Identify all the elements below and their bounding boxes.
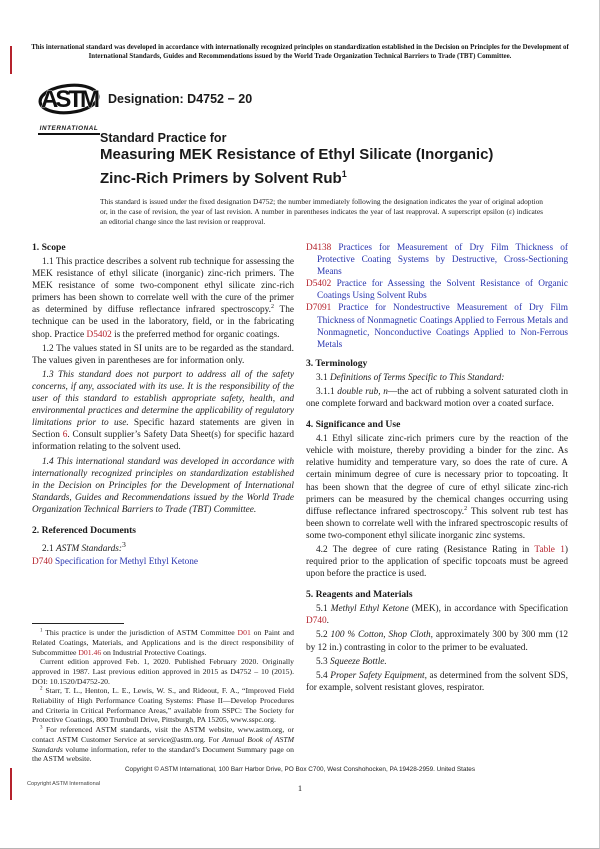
issue-note: This standard is issued under the fixed designation D4752; the number immediately following the designation indicates the year of original adoption or, in the case of revision, the year of last revision. A number in parentheses indicates the year of last reapproval. A superscript epsilon (ε) indicates an editorial change since the last revision or reapproval. xyxy=(100,197,543,226)
para-4-1-text: 4.1 Ethyl silicate zinc-rich primers cure by the reaction of the vehicle with moisture, thereby providing a binder for the zinc. As relative humidity and temperature vary, so does the rate of cure. A certain minimum degree of cure is necessary prior to topcoating. It has been shown that the degree of cure of ethyl silicate zinc-rich primers can be measured by the chemical changes occurring using diffuse reflectance infrared spectroscopy. xyxy=(306,434,568,517)
link-table-1[interactable]: Table 1 xyxy=(534,544,565,555)
wto-tbt-notice: This international standard was developed in accordance with internationally recognized principles on standardization established in the Decision on Principles for the Development of International Standards, Guides and Recommendations issued by the World Trade Organization Technical Barriers to Trade (TBT) Committee. xyxy=(31,44,569,60)
para-5-1-text: . xyxy=(326,616,329,627)
footer-copyright-line: Copyright © ASTM International, 100 Barr Harbor Drive, PO Box C700, West Conshohocken, PA 19428-2959. United States xyxy=(124,766,476,773)
para-5-2-number: 5.2 xyxy=(316,630,331,641)
footnote-1-text: on Paint and Related Coatings, Materials, and Applications and is the direct responsibility of Subcommittee xyxy=(32,628,294,657)
reference-item-d740 xyxy=(32,556,294,568)
footnote-1-text: This practice is under the jurisdiction of ASTM Committee xyxy=(42,628,238,638)
para-3-1-number: 3.1 xyxy=(316,372,330,383)
para-5-3 xyxy=(306,656,568,668)
para-1-3-text: . Consult supplier’s Safety Data Sheet(s) for specific hazard information relating to the solvent used. xyxy=(32,430,294,453)
revision-change-bar-top xyxy=(10,46,12,74)
para-2-1 xyxy=(32,539,294,555)
title-kicker: Standard Practice for xyxy=(100,131,227,145)
reference-item-d4138 xyxy=(306,242,568,278)
title-footnote-ref[interactable]: 1 xyxy=(341,168,347,179)
section-4-heading: 4. Significance and Use xyxy=(306,419,401,431)
link-d5402-ref[interactable]: D5402 xyxy=(306,279,332,290)
reagent-mek: Methyl Ethyl Ketone xyxy=(330,604,409,615)
para-3-1-1-number: 3.1.1 xyxy=(316,386,338,397)
para-4-1-text: This solvent rub test has been shown to correlate well with the infrared spectroscopic results of some two-component ethyl silicate inorganic zinc systems. xyxy=(306,506,568,541)
footnote-2-text: Starr, T. L., Henton, L. E., Lewis, W. S., and Rideout, F. A., “Improved Field Reliability of High Performance Coating Systems: Phase II—Develop Procedures and Criteria in Critical Performance Areas,” available from SSPC: The Society for Protective Coatings, 800 Trumbull Drive, Pittsburgh, PA 15205, www.sspc.org. xyxy=(32,686,294,725)
para-4-2-text: 4.2 The degree of cure rating (Resistance Rating in xyxy=(316,544,535,555)
astm-logo-mark xyxy=(38,80,100,122)
para-5-4 xyxy=(306,670,568,694)
para-1-4: 1.4 This international standard was developed in accordance with internationally recognized principles on standardization established in the Decision on Principles for the Development of International Standards, Guides and Recommendations issued by the World Trade Organization Technical Barriers to Trade (TBT) Committee. xyxy=(32,456,294,515)
link-d7091[interactable]: D7091 xyxy=(306,303,332,314)
link-d740[interactable]: D740 xyxy=(32,557,53,568)
reference-item-d5402 xyxy=(306,278,568,302)
section-1-heading: 1. Scope xyxy=(32,242,66,253)
body-columns xyxy=(32,242,568,764)
para-5-3-number: 5.3 xyxy=(316,656,330,667)
para-5-1-text: (MEK), in accordance with Specification xyxy=(408,604,568,615)
para-1-3 xyxy=(32,369,294,454)
footnote-ref-3[interactable]: 3 xyxy=(121,539,126,549)
para-3-1-1-text: —the act of rubbing a solvent saturated cloth in one complete forward and backward motion over a coated surface. xyxy=(306,386,568,410)
reagent-squeeze-bottle: Squeeze Bottle. xyxy=(329,656,387,667)
footnote-3-marker: 3 xyxy=(40,725,43,731)
page-title-line-2: Zinc-Rich Primers by Solvent Rub$^1$ xyxy=(100,168,347,187)
para-3-1-1 xyxy=(306,386,568,410)
reference-title-d740[interactable]: Specification for Methyl Ethyl Ketone xyxy=(52,557,199,568)
reference-title-d7091[interactable]: Practice for Nondestructive Measurement of Dry Film Thickness of Nonmagnetic Coatings Applied to Ferrous Metals and Nonmagnetic, Nonconductive Coatings Applied to Non-Ferrous Metals xyxy=(317,303,568,350)
para-5-1 xyxy=(306,603,568,627)
link-section-6[interactable]: 6 xyxy=(62,430,68,441)
footnote-2 xyxy=(32,686,294,725)
section-2-heading: 2. Referenced Documents xyxy=(32,524,136,536)
para-4-2-text: ) required prior to the application of specific topcoats must be agreed upon before the practice is used. xyxy=(306,544,568,580)
footer-copyright-small: Copyright ASTM International xyxy=(27,781,101,787)
link-d740-spec[interactable]: D740 xyxy=(306,616,327,627)
para-1-1-text: is the preferred method for organic coatings. xyxy=(111,329,280,340)
footnote-3-book-title: Annual Book of ASTM Standards xyxy=(32,734,294,754)
astm-logo xyxy=(38,80,100,135)
footnote-3-text: volume information, refer to the standard’s Document Summary page on the ASTM website. xyxy=(32,744,294,764)
section-3-heading: 3. Terminology xyxy=(306,357,368,369)
reference-item-d7091 xyxy=(306,302,568,350)
para-2-1-label: ASTM Standards: xyxy=(55,544,122,555)
reference-title-d4138[interactable]: Practices for Measurement of Dry Film Thickness of Protective Coating Systems by Destructive, Cross-Sectioning Means xyxy=(317,243,568,278)
para-1-3-text: Specific hazard statements are given in Section xyxy=(32,418,294,441)
designation: Designation: D4752 − 20 xyxy=(108,92,253,106)
footnote-3 xyxy=(32,725,294,764)
footnote-1-edition: Current edition approved Feb. 1, 2020. Published February 2020. Originally approved in 1987. Last previous edition approved in 2015 as D4752 – 10 (2015). DOI: 10.1520/D4752-20. xyxy=(32,657,294,686)
para-4-2 xyxy=(306,544,568,580)
para-1-2: 1.2 The values stated in SI units are to be regarded as the standard. The values given in parentheses are for information only. xyxy=(32,343,294,366)
footnotes-block xyxy=(32,623,294,764)
para-4-1 xyxy=(306,433,568,542)
reagent-safety-equipment: Proper Safety Equipment, xyxy=(330,670,427,681)
left-column xyxy=(32,242,294,764)
footnote-ref-2[interactable]: 2 xyxy=(271,304,275,311)
title-block xyxy=(100,131,562,188)
para-5-2 xyxy=(306,629,568,653)
link-d5402[interactable]: D5402 xyxy=(86,329,112,340)
reference-title-d5402[interactable]: Practice for Assessing the Solvent Resistance of Organic Coatings Using Solvent Rubs xyxy=(317,279,568,302)
para-1-1-text: The technique can be used in the laboratory, field, or in the fabricating shop. Practice xyxy=(32,305,294,340)
footnote-separator xyxy=(32,623,124,624)
reagent-cotton-cloth: 100 % Cotton, Shop Cloth, xyxy=(330,630,433,641)
link-committee-d01[interactable]: D01 xyxy=(237,628,251,638)
para-3-1-label: Definitions of Terms Specific to This Standard: xyxy=(329,372,505,383)
page-number: 1 xyxy=(297,783,303,793)
section-5-heading: 5. Reagents and Materials xyxy=(306,589,413,601)
para-1-1-text: 1.1 This practice describes a solvent rub technique for assessing the MEK resistance of ethyl silicate (inorganic) zinc-rich primers. The MEK resistance of some two-component ethyl silicate zinc-rich primers has been shown to correlate well with the cure of the primer as determined by diffuse reflectance infrared spectroscopy. xyxy=(32,257,294,316)
para-2-1-number: 2.1 xyxy=(42,544,56,555)
footnote-1-text: on Industrial Protective Coatings. xyxy=(101,647,207,657)
astm-logo-subtitle: INTERNATIONAL xyxy=(39,125,99,132)
right-column xyxy=(306,242,568,764)
astm-logo-text: ASTM xyxy=(41,86,97,113)
astm-logo-rule xyxy=(38,133,100,135)
footnote-ref-2b[interactable]: 2 xyxy=(464,505,468,512)
link-subcommittee-d01-46[interactable]: D01.46 xyxy=(78,647,102,657)
para-5-4-number: 5.4 xyxy=(316,670,331,681)
footnote-1-marker: 1 xyxy=(40,628,43,634)
page-title-line-1: Measuring MEK Resistance of Ethyl Silicate (Inorganic) xyxy=(100,146,494,163)
para-5-1-number: 5.1 xyxy=(316,604,331,615)
para-5-2-text: approximately 300 by 300 mm (12 by 12 in.) contrasting in color to the primer to be evaluated. xyxy=(306,630,569,653)
footnote-1 xyxy=(32,628,294,657)
footnote-2-marker: 2 xyxy=(40,686,43,692)
footnote-3-text: For referenced ASTM standards, visit the ASTM website, www.astm.org, or contact ASTM Customer Service at service@astm.org. For xyxy=(32,725,294,744)
link-d4138[interactable]: D4138 xyxy=(306,243,332,253)
term-double-rub: double rub, n xyxy=(337,386,388,397)
para-1-1 xyxy=(32,256,294,341)
para-1-3-caveat: 1.3 This standard does not purport to address all of the safety concerns, if any, associated with its use. It is the responsibility of the user of this standard to establish appropriate safety, health, and environmental practices and determine the applicability of regulatory limitations prior to use. xyxy=(32,369,294,429)
para-3-1 xyxy=(306,372,568,384)
para-5-4-text: as determined from the solvent SDS, for example, solvent resistant gloves, respirator. xyxy=(306,670,568,693)
